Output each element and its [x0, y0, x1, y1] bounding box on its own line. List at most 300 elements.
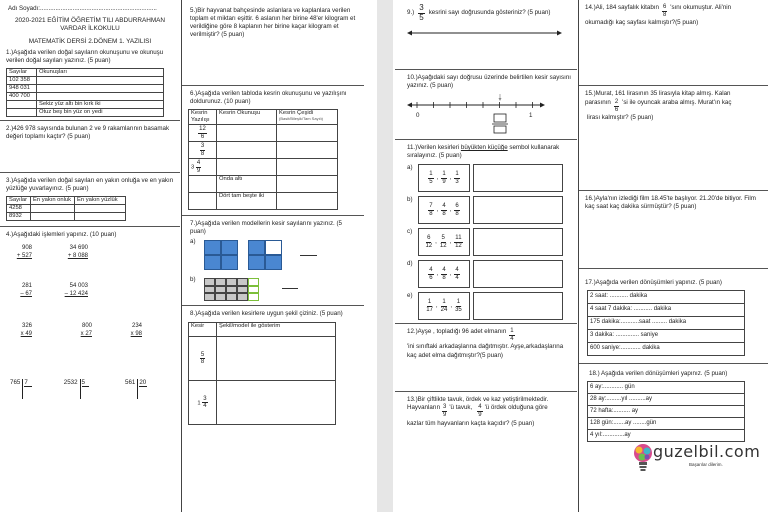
model-cell-filled [248, 255, 265, 270]
fraction [454, 203, 459, 217]
arrow-left-icon [407, 30, 412, 35]
arrow-right-icon [540, 103, 545, 108]
numerator: 6 [455, 203, 459, 210]
denominator: 6 [200, 133, 205, 140]
fraction [428, 267, 433, 281]
fraction-cell [189, 159, 217, 176]
fraction [428, 171, 433, 185]
whole-part: 1 [197, 400, 201, 407]
q1-cell [37, 85, 164, 93]
numerator: 2 [614, 99, 619, 106]
fraction [454, 171, 459, 185]
numerator: 4 [196, 159, 201, 166]
q6-type [277, 176, 338, 193]
q11-item-label: a) [407, 164, 413, 172]
arrow-left-icon [407, 103, 412, 108]
denominator: 6 [614, 106, 619, 113]
numerator: 1 [510, 328, 514, 335]
division [125, 379, 147, 399]
denominator: 8 [455, 210, 459, 217]
fraction [196, 160, 201, 174]
numerator: 4 [455, 267, 459, 274]
q9-text [407, 4, 571, 23]
fraction [425, 235, 432, 249]
denominator: 4 [510, 335, 514, 342]
model-cell-filled [226, 286, 237, 294]
denominator: 24 [440, 306, 448, 313]
q10-section [395, 70, 577, 140]
q6-subheader: (Basit/Bileşik/Tam Sayılı) [279, 116, 324, 122]
operand-top: 54 003 [69, 283, 88, 290]
column-2 [182, 0, 364, 512]
fraction-cell [189, 125, 217, 142]
operand-top: 908 [21, 244, 32, 251]
numerator: 5 [441, 235, 445, 242]
conversion-row[interactable]: 600 saniye:............ dakika [588, 343, 745, 356]
lightbulb-logo-icon [633, 443, 653, 473]
separator: , [435, 238, 437, 246]
conversion-row[interactable]: 128 gün:.......ay ........gün [588, 418, 745, 430]
q3-cell [31, 212, 75, 220]
q3-header: Sayılar [7, 197, 31, 205]
operations-row [6, 244, 174, 260]
q2-section [0, 121, 180, 173]
q11-text-emphasis: büyükten küçüğe [460, 144, 508, 152]
operation [54, 244, 88, 260]
operand-bottom: x 49 [20, 331, 32, 338]
model-cell-filled [237, 293, 248, 301]
q14-section [579, 0, 768, 86]
q7-section [182, 216, 364, 306]
model-cell-filled [226, 278, 237, 286]
fraction [418, 4, 424, 23]
name-field-label: Adı Soyadı:.................................................................... [8, 5, 157, 12]
q11-fraction-box [418, 292, 470, 320]
model-cell-empty [265, 240, 282, 255]
q17-table [587, 290, 745, 356]
numerator: 1 [456, 299, 461, 306]
denominator: 8 [200, 150, 205, 157]
q15-line2 [585, 99, 762, 113]
q3-cell [75, 212, 126, 220]
q13-line2 [407, 404, 571, 418]
q6-header: Kesrin Yazılışı [189, 110, 217, 125]
q11-item-label: c) [407, 228, 413, 236]
q6-text: 6.)Aşağıda verilen tabloda kesrin okunuşunu ve yazılışını doldurunuz. (10 puan) [190, 90, 347, 106]
q6-type [277, 142, 338, 159]
model-cell-filled [204, 240, 221, 255]
q15-section [579, 86, 768, 191]
separator: , [436, 206, 439, 214]
fraction [200, 143, 205, 157]
q6-header: Kesrin Çeşidi [279, 110, 314, 117]
school-title: 2020-2021 EĞİTİM ÖĞRETİM TILI ABDURRAHMAN VARDAR İLKOKULU [14, 17, 166, 33]
q11-answer-box[interactable] [473, 196, 563, 224]
operand-bottom: + 8 088 [67, 253, 88, 260]
fraction [614, 99, 619, 113]
numerator: 6 [427, 235, 431, 242]
q3-cell [31, 204, 75, 212]
numerator: 6 [662, 4, 667, 10]
model-cell-filled [226, 293, 237, 301]
operand-bottom: x 98 [130, 331, 142, 338]
numerator: 1 [429, 171, 433, 178]
model-cell-filled [204, 293, 215, 301]
conversion-row[interactable]: 28 ay:.........yıl ..........ay [588, 394, 745, 406]
fraction [426, 299, 433, 313]
separator: , [449, 174, 452, 182]
q10-figure [407, 92, 571, 136]
division-bracket [137, 379, 147, 399]
operation [114, 322, 142, 338]
q8-section [182, 306, 364, 512]
watermark-tagline: Başarılar dilerim. [689, 462, 723, 468]
answer-blank[interactable] [282, 288, 298, 289]
operand-top: 800 [81, 323, 92, 330]
q8-table [188, 322, 336, 425]
q15-line1: 15.)Murat, 161 lirasının 35 lirasıyla kitap almış. Kalan [585, 90, 731, 97]
number-line-q10 [407, 92, 557, 134]
q13-line3: kazlar tüm hayvanların kaçta kaçıdır? (5 puan) [407, 419, 535, 427]
fraction-cell [189, 142, 217, 159]
fraction [441, 203, 446, 217]
denominator: 8 [442, 210, 446, 217]
q6-section [182, 86, 364, 216]
fraction [509, 328, 514, 342]
numerator-box [494, 114, 506, 122]
separator: , [436, 270, 439, 278]
denominator: 8 [662, 11, 667, 18]
operation [6, 282, 32, 298]
model-cell-filled [215, 278, 226, 286]
q6-reading [217, 159, 277, 176]
q11-items [407, 164, 571, 320]
number-line-q9[interactable] [407, 29, 562, 37]
denominator: 12 [455, 242, 462, 249]
number-line-end: 1 [529, 112, 533, 120]
q14-line1 [585, 4, 762, 18]
fraction [200, 352, 205, 366]
model-cell-empty [248, 286, 259, 294]
q11-fraction-box [418, 228, 470, 256]
q11-item-label: b) [407, 196, 413, 204]
q3-header: En yakın onluk [31, 197, 75, 205]
q14-line2: okumadığı kaç sayfası kalmıştır?(5 puan) [585, 19, 699, 27]
q12-section [395, 324, 577, 392]
q11-answer-box[interactable] [473, 292, 563, 320]
operand-bottom: – 12 424 [64, 291, 88, 298]
model-cell-filled [215, 293, 226, 301]
fraction [202, 396, 207, 410]
q3-cell: 8932 [7, 212, 31, 220]
q16-text: 16.)Ayla'nın izlediği film 18.45'te başlıyor. 21.20'de bitiyor. Film kaç saat kaç dakika sürmüştür? (5 puan) [585, 195, 756, 211]
q11-fraction-box [418, 196, 470, 224]
denominator: 9 [478, 411, 482, 418]
divisor: 7 [24, 379, 31, 387]
conversion-row[interactable]: 175 dakika:...........saat ......... dakika [588, 317, 745, 330]
division [10, 379, 32, 399]
q3-section [0, 173, 180, 227]
q1-cell: 400 700 [7, 93, 37, 101]
q11-item [407, 260, 571, 288]
q8-header: Kesir [189, 323, 217, 337]
q1-table [6, 68, 164, 117]
q1-cell: Otuz beş bin yüz on yedi [37, 108, 164, 116]
fraction-cell [189, 381, 217, 425]
conversion-row[interactable]: 4 saat 7 dakika: ........... dakika [588, 304, 745, 317]
separator: , [435, 302, 438, 310]
conversion-row[interactable]: 72 hafta:.......... ay [588, 406, 745, 418]
fraction [477, 404, 482, 418]
q1-text: 1.)Aşağıda verilen doğal sayıların okunuşunu ve okunuşu verilen doğal sayıları yazınız. (5 puan) [6, 49, 164, 65]
q1-cell: 102 358 [7, 77, 37, 85]
q11-answer-box[interactable] [473, 228, 563, 256]
numerator: 5 [200, 351, 205, 358]
q6-header: Kesrin Okunuşu [217, 110, 277, 125]
q6-header-type [277, 110, 338, 125]
q6-table [188, 109, 338, 210]
q17-section [579, 269, 768, 364]
q3-cell: 4258 [7, 204, 31, 212]
fraction [662, 4, 667, 18]
q1-header: Sayılar [7, 69, 37, 77]
arrow-right-icon [557, 30, 562, 35]
q3-table [6, 196, 126, 221]
q3-text: 3.)Aşağıda verilen doğal sayıları en yakın onluğa ve en yakın yüzlüğe yuvarlayınız. (5 puan) [6, 176, 174, 192]
q9-body: kesrini sayı doğrusunda gösteriniz? (5 puan) [428, 9, 551, 17]
fraction [440, 235, 447, 249]
fraction [441, 299, 448, 313]
q1-cell [37, 77, 164, 85]
denominator: 3 [455, 178, 459, 185]
denominator: 35 [455, 306, 462, 313]
q3-header: En yakın yüzlük [75, 197, 126, 205]
model-cell-filled [265, 255, 282, 270]
denominator: 5 [419, 12, 424, 22]
q1-header: Okunuşları [37, 69, 164, 77]
q1-cell [7, 108, 37, 116]
denominator: 9 [442, 178, 446, 185]
model-cell-filled [204, 286, 215, 294]
denominator: 9 [443, 411, 447, 418]
q7-label-a: a) [190, 238, 196, 246]
operand-top: 281 [21, 283, 32, 290]
q1-cell [37, 93, 164, 101]
numerator: 4 [478, 404, 482, 411]
numerator: 4 [429, 267, 433, 274]
denominator: 17 [426, 306, 433, 313]
model-cell-empty [248, 278, 259, 286]
q5-text: 5.)Bir hayvanat bahçesinde aslanlara ve kaplanlara verilen toplam et miktarı eşittir. 6 aslanın her birine 48'er kilogram et verildiğine göre 8 kaplanın her birine kaçar kilogram et verilmiştir? (5 puan) [190, 7, 356, 39]
numerator: 4 [442, 203, 446, 210]
operations-row [6, 282, 174, 298]
model-a-row [188, 238, 358, 272]
numerator: 3 [419, 3, 424, 12]
q15-post: 'si ile oyuncak araba almış. Murat'ın kaç [622, 99, 732, 107]
q11-item [407, 228, 571, 256]
q11-item-label: e) [407, 292, 413, 300]
fraction-cell [189, 337, 217, 381]
model-cell-filled [221, 255, 238, 270]
q18-table [587, 381, 745, 442]
divisions-row [6, 379, 174, 399]
separator: , [449, 206, 452, 214]
denominator: 9 [196, 167, 201, 174]
dividend: 2532 [63, 378, 78, 386]
whole-part: 3 [191, 164, 195, 171]
q14-post: 'sını okumuştur. Ali'nin [670, 4, 732, 11]
q17-text: 17.)Aşağıda verilen dönüşümleri yapınız. (5 puan) [585, 279, 722, 286]
q1-cell: 948 031 [7, 85, 37, 93]
q13-post: 'ü ördek olduğuna göre [484, 404, 548, 412]
separator: , [449, 238, 452, 246]
q6-type [277, 159, 338, 176]
column-3 [395, 0, 577, 512]
denominator-box [494, 126, 506, 133]
column-1 [0, 0, 180, 512]
fraction [428, 203, 433, 217]
conversion-row[interactable]: 3 dakika: .............. saniye [588, 330, 745, 343]
denominator: 4 [203, 403, 207, 410]
fraction [442, 404, 447, 418]
marker-arrow-head-icon [499, 98, 502, 101]
separator: , [450, 302, 453, 310]
denominator: 12 [439, 242, 447, 249]
number-line-start: 0 [416, 112, 420, 120]
fraction [454, 235, 462, 249]
conversion-row[interactable]: 2 saat: ........... dakika [588, 291, 745, 304]
fraction [441, 171, 446, 185]
fraction-cell [189, 176, 217, 193]
model-cell-filled [237, 278, 248, 286]
numerator: 11 [455, 235, 462, 242]
numerator: 1 [442, 299, 446, 306]
numerator: 1 [455, 171, 459, 178]
q12-pre: 12.)Ayşe , topladığı 96 adet elmanın [407, 328, 507, 336]
fraction [455, 299, 462, 313]
q10-text: 10.)Aşağıdaki sayı doğrusu üzerinde belirtilen kesir sayısını yazınız. (5 puan) [407, 74, 571, 90]
column-4 [579, 0, 768, 512]
model-cell-filled [215, 286, 226, 294]
numerator: 7 [429, 203, 433, 210]
q7-label-b: b) [190, 276, 196, 284]
separator: , [436, 174, 439, 182]
guzelbil-watermark [629, 443, 768, 473]
q3-cell [75, 204, 126, 212]
q2-text: 2.)426 978 sayısında bulunan 2 ve 9 rakamlarının basamak değeri toplamı kaçtır? (5 puan) [6, 124, 170, 140]
dividend: 765 [10, 378, 21, 386]
fraction [454, 267, 459, 281]
q11-fraction-box [418, 260, 470, 288]
q6-reading: Dört tam beşte iki [217, 193, 277, 210]
operation [6, 322, 32, 338]
drawing-area[interactable] [217, 381, 336, 425]
q11-section [395, 140, 577, 324]
q11-text [407, 144, 571, 160]
q4-text: 4.)Aşağıdaki işlemleri yapınız. (10 puan) [6, 230, 117, 238]
operand-bottom: – 67 [20, 291, 32, 298]
model-cell-filled [237, 286, 248, 294]
exam-page-1 [0, 0, 377, 512]
q7-text: 7.)Aşağıda verilen modellerin kesir sayılarını yazınız. (5 puan) [190, 220, 343, 236]
model-cell-filled [204, 278, 215, 286]
operation [6, 244, 32, 260]
denominator: 5 [429, 178, 433, 185]
q11-answer-box[interactable] [473, 260, 563, 288]
q11-text-pre: 11.)Verilen kesirleri [407, 144, 461, 152]
q11-item [407, 292, 571, 320]
q1-cell: Sekiz yüz altı bin kırk iki [37, 100, 164, 108]
q11-item-label: d) [407, 260, 413, 268]
conversion-row[interactable]: 6 ay:............ gün [588, 382, 745, 394]
q18-section [579, 364, 768, 512]
q11-text-post: sembol kullanarak sıralayınız. (5 puan) [407, 144, 560, 160]
q9-number: 9.) [407, 9, 415, 17]
watermark-brand: guzelbil.com [653, 442, 761, 462]
q1-cell [7, 100, 37, 108]
q6-reading [217, 142, 277, 159]
operations-row [6, 322, 174, 338]
numerator: 3 [200, 142, 205, 149]
divisor: 20 [139, 378, 147, 386]
numerator: 3 [443, 404, 447, 411]
q8-header: Şekil/model ile gösterim [217, 323, 336, 337]
denominator: 8 [442, 274, 446, 281]
q11-answer-box[interactable] [473, 164, 563, 192]
denominator: 4 [455, 274, 459, 281]
fraction [198, 126, 207, 140]
answer-blank[interactable] [300, 255, 317, 256]
model-cell-empty [248, 293, 259, 301]
q5-section [182, 0, 364, 86]
conversion-row[interactable]: 4 yıl:.............ay [588, 430, 745, 442]
q15-line3: lirası kalmıştır? (5 puan) [587, 114, 654, 122]
operand-top: 234 [131, 323, 142, 330]
numerator: 1 [427, 299, 432, 306]
denominator: 12 [425, 242, 433, 249]
q6-type [277, 125, 338, 142]
numerator: 3 [203, 395, 207, 402]
q13-line1: 13.)Bir çiftlikte tavuk, ördek ve kaz yetiştirilmektedir. [407, 396, 549, 404]
q6-type [277, 193, 338, 210]
exam-title: MATEMATİK DERSİ 2.DÖNEM 1. YAZILISI [28, 37, 152, 45]
divisor: 5 [82, 379, 89, 387]
dividend: 561 [125, 378, 136, 386]
operation [54, 282, 88, 298]
fraction-cell [189, 193, 217, 210]
model-b-row [188, 276, 358, 302]
q8-text: 8.)Aşağıda verilen kesirlere uygun şekil çiziniz. (5 puan) [190, 310, 343, 318]
denominator: 6 [429, 274, 433, 281]
q13-section [395, 392, 577, 512]
q18-text: 18.) Aşağıda verilen dönüşümleri yapınız. (5 puan) [589, 370, 728, 378]
operand-bottom: x 27 [80, 331, 92, 338]
drawing-area[interactable] [217, 337, 336, 381]
q4-section [0, 227, 180, 512]
model-cell-filled [204, 255, 221, 270]
q6-reading [217, 125, 277, 142]
denominator: 8 [429, 210, 433, 217]
q11-item [407, 196, 571, 224]
separator: , [449, 270, 452, 278]
q12-post: 'ini sınıftaki arkadaşlarına dağıtmıştır. Ayşe,arkadaşlarına kaç adet elma dağıtmıştır?(5 puan) [407, 343, 564, 359]
q11-fraction-box [418, 164, 470, 192]
q9-section [395, 0, 577, 70]
model-cell-filled [221, 240, 238, 255]
fraction [441, 267, 446, 281]
model-cell-filled [248, 240, 265, 255]
operand-top: 34 690 [69, 244, 88, 251]
